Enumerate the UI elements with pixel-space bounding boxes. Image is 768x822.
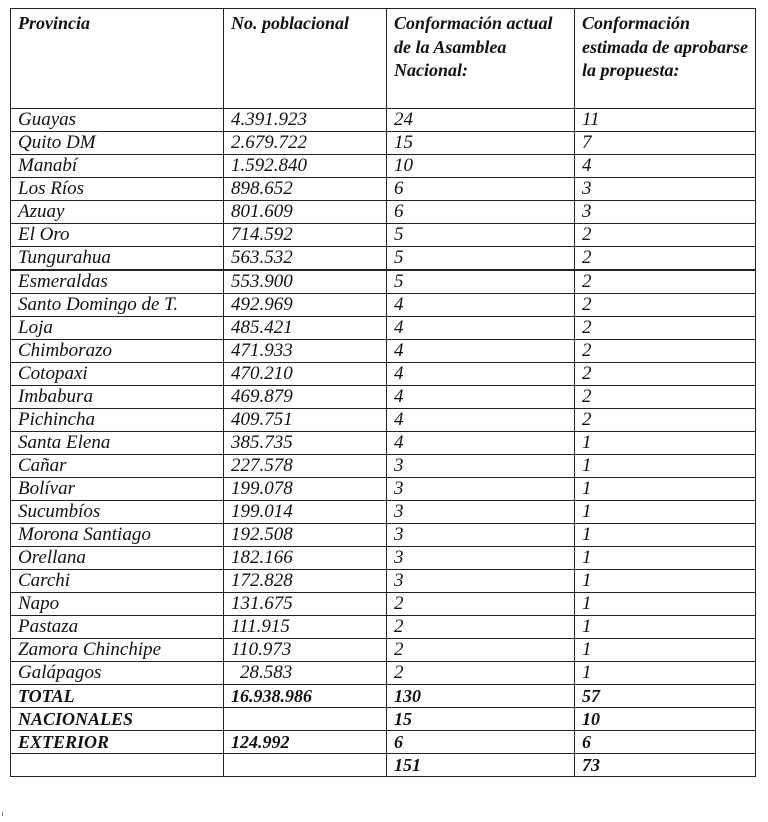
table-row [11,340,756,363]
provincia-cell: Sucumbíos [11,501,224,524]
estimada-cell: 6 [575,731,756,754]
estimada-cell: 1 [575,639,756,662]
asamblea-table [10,8,756,777]
poblacion-cell: 28.583 [224,662,387,685]
provincia-cell [11,754,224,777]
table-row [11,501,756,524]
poblacion-cell: 172.828 [224,570,387,593]
poblacion-cell: 131.675 [224,593,387,616]
poblacion-cell: 227.578 [224,455,387,478]
table-row [11,409,756,432]
estimada-cell: 7 [575,132,756,155]
actual-cell: 3 [387,547,575,570]
actual-cell: 15 [387,132,575,155]
header-provincia: Provincia [11,9,224,109]
actual-cell: 4 [387,363,575,386]
provincia-cell: Imbabura [11,386,224,409]
poblacion-cell: 470.210 [224,363,387,386]
actual-cell: 4 [387,432,575,455]
page-mark [2,812,3,816]
poblacion-cell: 801.609 [224,201,387,224]
actual-cell: 2 [387,662,575,685]
provincia-cell: Bolívar [11,478,224,501]
table-row [11,708,756,731]
actual-cell: 10 [387,155,575,178]
provincia-cell: Santa Elena [11,432,224,455]
table-row [11,247,756,271]
estimada-cell: 1 [575,662,756,685]
poblacion-cell: 469.879 [224,386,387,409]
table-row [11,639,756,662]
table-row [11,731,756,754]
table-row [11,201,756,224]
provincia-cell: Carchi [11,570,224,593]
actual-cell: 6 [387,731,575,754]
table-row [11,224,756,247]
table-row [11,662,756,685]
estimada-cell: 10 [575,708,756,731]
provincia-cell: Los Ríos [11,178,224,201]
actual-cell: 6 [387,201,575,224]
estimada-cell: 1 [575,455,756,478]
estimada-cell: 1 [575,432,756,455]
table-row [11,317,756,340]
provincia-cell: Tungurahua [11,247,224,271]
table-row [11,754,756,777]
provincia-cell: EXTERIOR [11,731,224,754]
table-row [11,270,756,294]
estimada-cell: 2 [575,317,756,340]
table-row [11,570,756,593]
actual-cell: 4 [387,386,575,409]
header-poblacion: No. poblacional [224,9,387,109]
provincia-cell: Pastaza [11,616,224,639]
estimada-cell: 57 [575,685,756,708]
poblacion-cell: 199.014 [224,501,387,524]
poblacion-cell: 563.532 [224,247,387,271]
actual-cell: 130 [387,685,575,708]
poblacion-cell: 485.421 [224,317,387,340]
estimada-cell: 2 [575,363,756,386]
provincia-cell: Loja [11,317,224,340]
poblacion-cell: 182.166 [224,547,387,570]
actual-cell: 6 [387,178,575,201]
poblacion-cell: 553.900 [224,270,387,294]
estimada-cell: 4 [575,155,756,178]
provincia-cell: Quito DM [11,132,224,155]
table-row [11,432,756,455]
provincia-cell: Galápagos [11,662,224,685]
provincia-cell: NACIONALES [11,708,224,731]
actual-cell: 3 [387,455,575,478]
actual-cell: 2 [387,616,575,639]
table-row [11,524,756,547]
table-row [11,109,756,132]
actual-cell: 5 [387,224,575,247]
poblacion-cell: 471.933 [224,340,387,363]
actual-cell: 4 [387,294,575,317]
actual-cell: 24 [387,109,575,132]
poblacion-cell: 124.992 [224,731,387,754]
poblacion-cell [224,708,387,731]
provincia-cell: Guayas [11,109,224,132]
actual-cell: 3 [387,501,575,524]
table-row [11,178,756,201]
poblacion-cell: 111.915 [224,616,387,639]
table-row [11,294,756,317]
table-row [11,386,756,409]
table-row [11,455,756,478]
provincia-cell: Napo [11,593,224,616]
table-row [11,363,756,386]
actual-cell: 2 [387,593,575,616]
poblacion-cell: 1.592.840 [224,155,387,178]
estimada-cell: 2 [575,340,756,363]
actual-cell: 3 [387,524,575,547]
provincia-cell: Santo Domingo de T. [11,294,224,317]
estimada-cell: 1 [575,570,756,593]
estimada-cell: 73 [575,754,756,777]
table-row [11,132,756,155]
table-row [11,685,756,708]
estimada-cell: 2 [575,386,756,409]
table-header-row [11,9,756,109]
header-conformacion-actual: Conformación actual de la Asamblea Nacional: [387,9,575,109]
provincia-cell: TOTAL [11,685,224,708]
actual-cell: 3 [387,478,575,501]
poblacion-cell: 110.973 [224,639,387,662]
header-conformacion-estimada: Conformación estimada de aprobarse la propuesta: [575,9,756,109]
poblacion-cell: 199.078 [224,478,387,501]
poblacion-cell: 16.938.986 [224,685,387,708]
poblacion-cell: 192.508 [224,524,387,547]
estimada-cell: 3 [575,201,756,224]
estimada-cell: 2 [575,247,756,271]
estimada-cell: 1 [575,593,756,616]
actual-cell: 3 [387,570,575,593]
estimada-cell: 2 [575,270,756,294]
estimada-cell: 2 [575,294,756,317]
estimada-cell: 1 [575,547,756,570]
actual-cell: 151 [387,754,575,777]
actual-cell: 5 [387,247,575,271]
estimada-cell: 3 [575,178,756,201]
actual-cell: 15 [387,708,575,731]
poblacion-cell: 385.735 [224,432,387,455]
provincia-cell: Pichincha [11,409,224,432]
table-body [11,109,756,777]
provincia-cell: Zamora Chinchipe [11,639,224,662]
estimada-cell: 1 [575,524,756,547]
table-row [11,547,756,570]
provincia-cell: Cañar [11,455,224,478]
table-row [11,616,756,639]
provincia-cell: Esmeraldas [11,270,224,294]
estimada-cell: 1 [575,501,756,524]
actual-cell: 4 [387,317,575,340]
actual-cell: 4 [387,409,575,432]
provincia-cell: Azuay [11,201,224,224]
poblacion-cell: 714.592 [224,224,387,247]
estimada-cell: 2 [575,224,756,247]
poblacion-cell: 4.391.923 [224,109,387,132]
actual-cell: 5 [387,270,575,294]
estimada-cell: 2 [575,409,756,432]
estimada-cell: 1 [575,478,756,501]
estimada-cell: 11 [575,109,756,132]
poblacion-cell: 409.751 [224,409,387,432]
poblacion-cell: 898.652 [224,178,387,201]
provincia-cell: El Oro [11,224,224,247]
poblacion-cell: 2.679.722 [224,132,387,155]
poblacion-cell [224,754,387,777]
table-row [11,593,756,616]
provincia-cell: Manabí [11,155,224,178]
provincia-cell: Orellana [11,547,224,570]
actual-cell: 4 [387,340,575,363]
actual-cell: 2 [387,639,575,662]
poblacion-cell: 492.969 [224,294,387,317]
table-row [11,478,756,501]
provincia-cell: Chimborazo [11,340,224,363]
table-row [11,155,756,178]
provincia-cell: Morona Santiago [11,524,224,547]
estimada-cell: 1 [575,616,756,639]
provincia-cell: Cotopaxi [11,363,224,386]
